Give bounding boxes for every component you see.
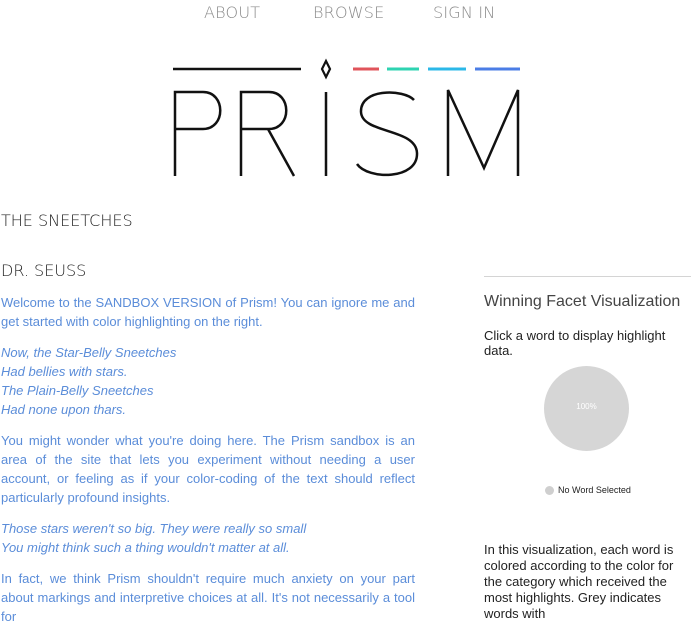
pie-slice-label: 100% [576, 402, 597, 411]
visualization-description: In this visualization, each word is colored according to the color for the category which received the most highlights. Grey indicates words with [484, 542, 674, 621]
highlight-pie-chart[interactable] [544, 366, 629, 451]
poem-line[interactable]: Those stars weren't so big. They were really so small [1, 521, 307, 536]
paragraph[interactable]: Welcome to the SANDBOX VERSION of Prism! You can ignore me and get started with color highlighting on the right. [1, 295, 415, 329]
nav-about-link[interactable]: ABOUT [204, 3, 261, 22]
sidebar-divider [484, 276, 691, 277]
poem-line[interactable]: You might think such a thing wouldn't matter at all. [1, 540, 290, 555]
poem-line[interactable]: Had none upon thars. [1, 402, 127, 417]
legend-dot-icon [545, 486, 554, 495]
document-text[interactable] [1, 293, 415, 638]
poem-line[interactable]: Now, the Star-Belly Sneetches [1, 345, 177, 360]
nav-browse-link[interactable]: BROWSE [313, 3, 385, 22]
visualization-instruction: Click a word to display highlight data. [484, 328, 666, 358]
poem-line[interactable]: Had bellies with stars. [1, 364, 128, 379]
poem-line[interactable]: The Plain-Belly Sneetches [1, 383, 154, 398]
document-author: DR. SEUSS [1, 261, 87, 280]
legend-label: No Word Selected [558, 485, 631, 495]
poem-stanza[interactable] [1, 343, 415, 419]
poem-stanza[interactable] [1, 519, 415, 557]
prism-logo-graphic [170, 56, 522, 182]
paragraph[interactable]: You might wonder what you're doing here. The Prism sandbox is an area of the site that lets you experiment without needing a user account, or feeling as if your color-coding of the text should reflect particularly profound insights. [1, 433, 415, 505]
document-title: THE SNEETCHES [1, 211, 133, 230]
nav-sign-in-link[interactable]: SIGN IN [433, 3, 496, 22]
pie-legend [545, 485, 631, 495]
top-nav [0, 0, 691, 28]
paragraph[interactable]: In fact, we think Prism shouldn't require much anxiety on your part about markings and interpretive choices at all. It's not necessarily a tool for [1, 571, 415, 624]
prism-logo[interactable] [170, 56, 522, 182]
visualization-title: Winning Facet Visualization [484, 293, 681, 310]
